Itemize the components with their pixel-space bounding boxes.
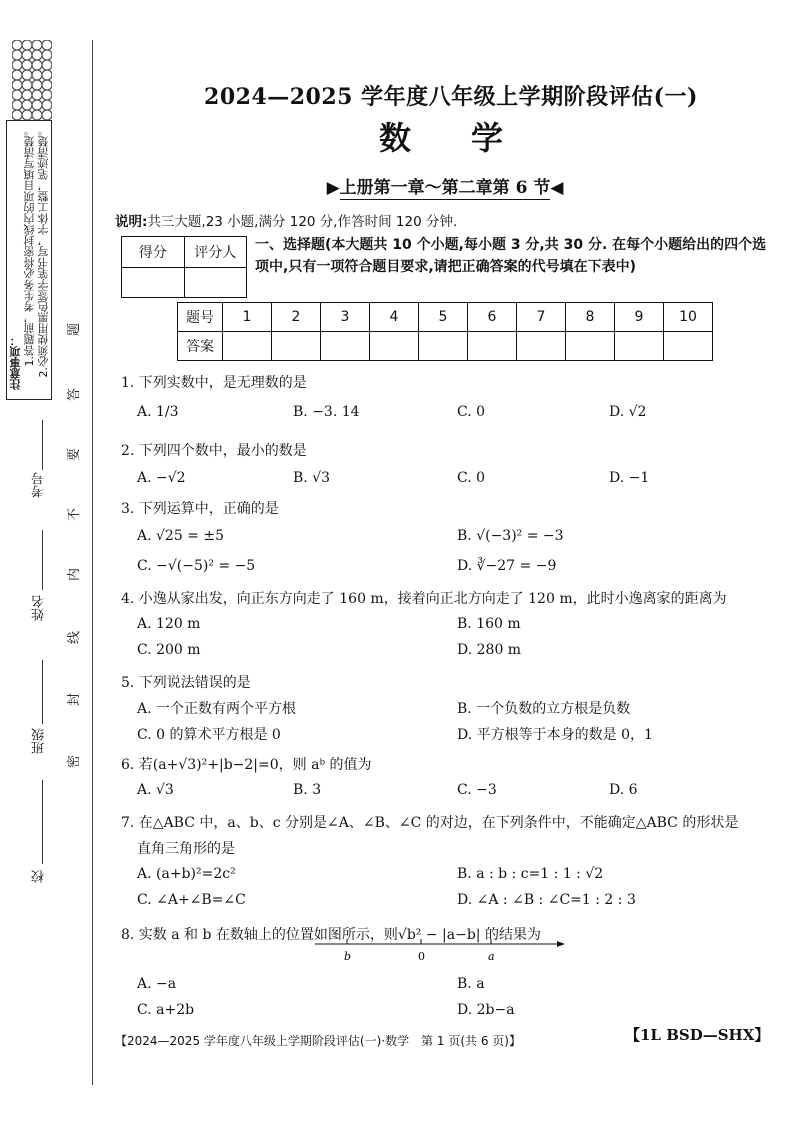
seal-char: 题 xyxy=(67,322,83,337)
question-number: 10 xyxy=(664,303,713,332)
option: A. 1/3 xyxy=(137,404,179,420)
option: A. (a+b)²=2c² xyxy=(137,866,236,882)
score-cell[interactable] xyxy=(122,267,185,298)
label-a: a xyxy=(488,950,495,963)
option: B. 3 xyxy=(293,782,322,798)
option: D. 平方根等于本身的数是 0，1 xyxy=(457,727,653,743)
question-stem: 6. 若(a+√3)²+|b−2|=0，则 aᵇ 的值为 xyxy=(121,757,372,773)
option: D. 2b−a xyxy=(457,1002,515,1018)
option: C. −3 xyxy=(457,782,497,798)
notice-box xyxy=(6,120,52,400)
exam-no-line[interactable] xyxy=(42,420,43,470)
option: D. ∛−27 = −9 xyxy=(457,558,557,574)
binding-strip xyxy=(0,0,100,1124)
answer-cell[interactable] xyxy=(468,332,517,361)
answer-cell[interactable] xyxy=(321,332,370,361)
label-zero: 0 xyxy=(418,950,425,963)
answer-cell[interactable] xyxy=(615,332,664,361)
answer-cell[interactable] xyxy=(272,332,321,361)
notice-title: 注意事项： xyxy=(9,335,22,390)
question-stem: 5. 下列说法错误的是 xyxy=(121,675,251,691)
scope-line xyxy=(115,173,775,198)
class-label: 班级 xyxy=(32,728,47,754)
seal-char: 线 xyxy=(67,630,83,645)
row-label-number: 题号 xyxy=(178,303,223,332)
option: A. −a xyxy=(137,976,177,992)
option: C. 0 xyxy=(457,470,486,486)
row-label-answer: 答案 xyxy=(178,332,223,361)
question-stem: 8. 实数 a 和 b 在数轴上的位置如图所示，则√b² − |a−b| 的结果为 xyxy=(121,927,541,943)
option: B. √(−3)² = −3 xyxy=(457,528,564,544)
question-number: 1 xyxy=(223,303,272,332)
answer-cell[interactable] xyxy=(223,332,272,361)
question-stem-continued: 直角三角形的是 xyxy=(137,841,235,857)
question-stem: 7. 在△ABC 中，a、b、c 分别是∠A、∠B、∠C 的对边，在下列条件中，不能确定△ABC 的形状是 xyxy=(121,815,739,831)
answer-cell[interactable] xyxy=(517,332,566,361)
seal-char: 不 xyxy=(67,507,83,522)
seal-char: 要 xyxy=(67,447,83,462)
grader-cell[interactable] xyxy=(184,267,247,298)
option: D. √2 xyxy=(609,404,647,420)
question-number: 7 xyxy=(517,303,566,332)
option: A. 120 m xyxy=(137,616,201,632)
score-label: 得分 xyxy=(122,237,185,268)
name-label: 姓名 xyxy=(32,595,47,621)
class-line[interactable] xyxy=(42,660,43,724)
axis-arrow-icon xyxy=(557,941,565,947)
seal-char: 封 xyxy=(67,692,83,707)
binding-line xyxy=(92,40,93,1085)
option: C. 0 的算术平方根是 0 xyxy=(137,727,281,743)
answer-table xyxy=(177,302,713,361)
number-line-svg xyxy=(315,938,565,964)
name-line[interactable] xyxy=(42,530,43,590)
note-text: 共三大题,23 小题,满分 120 分,作答时间 120 分钟. xyxy=(147,214,458,230)
seal-char: 内 xyxy=(67,567,83,582)
option: B. √3 xyxy=(293,470,331,486)
question-number: 4 xyxy=(370,303,419,332)
exam-no-label: 考号 xyxy=(32,472,47,498)
question-number: 5 xyxy=(419,303,468,332)
exam-note xyxy=(115,210,775,230)
answer-cell[interactable] xyxy=(419,332,468,361)
exam-page xyxy=(115,80,775,1048)
option: B. −3. 14 xyxy=(293,404,360,420)
seal-char: 答 xyxy=(67,387,83,402)
option: C. 0 xyxy=(457,404,486,420)
question-stem: 2. 下列四个数中，最小的数是 xyxy=(121,443,307,459)
decorative-chain xyxy=(12,40,52,120)
school-label: 校 xyxy=(32,870,47,883)
option: C. −√(−5)² = −5 xyxy=(137,558,256,574)
option: A. 一个正数有两个平方根 xyxy=(137,701,297,717)
option: C. 200 m xyxy=(137,642,201,658)
school-line[interactable] xyxy=(42,780,43,864)
note-label: 说明: xyxy=(115,214,148,230)
option: B. a : b : c=1 : 1 : √2 xyxy=(457,866,604,882)
option: D. −1 xyxy=(609,470,650,486)
footer-code: 【1L BSD—SHX】 xyxy=(625,1026,770,1044)
scope-text: 上册第一章～第二章第 6 节 xyxy=(339,178,551,198)
option: B. a xyxy=(457,976,485,992)
question-stem: 1. 下列实数中，是无理数的是 xyxy=(121,375,307,391)
answer-cell[interactable] xyxy=(664,332,713,361)
score-box xyxy=(121,236,247,298)
option: B. 一个负数的立方根是负数 xyxy=(457,701,631,717)
option: D. 280 m xyxy=(457,642,522,658)
arrow-left-icon: ◀ xyxy=(550,178,564,198)
question-stem: 3. 下列运算中，正确的是 xyxy=(121,501,279,517)
option: A. √3 xyxy=(137,782,174,798)
grader-label: 评分人 xyxy=(184,237,247,268)
option: A. √25 = ±5 xyxy=(137,528,225,544)
answer-cell[interactable] xyxy=(566,332,615,361)
seal-char: 密 xyxy=(67,754,83,769)
exam-title: 2024—2025 学年度八年级上学期阶段评估(一) xyxy=(204,84,698,110)
notice-item-1: 1.答题前，考生务必将密封线内的项目填写清楚。 xyxy=(23,125,36,367)
label-b: b xyxy=(344,950,352,963)
option: B. 160 m xyxy=(457,616,521,632)
footer-left: 【2024—2025 学年度八年级上学期阶段评估(一)·数学 第 1 页(共 6 页)】 xyxy=(115,1034,521,1048)
option: A. −√2 xyxy=(137,470,186,486)
option: C. ∠A+∠B=∠C xyxy=(137,892,246,908)
question-number: 8 xyxy=(566,303,615,332)
answer-cell[interactable] xyxy=(370,332,419,361)
option: D. 6 xyxy=(609,782,638,798)
option: D. ∠A : ∠B : ∠C=1 : 2 : 3 xyxy=(457,892,636,908)
subject-title: 数学 xyxy=(378,119,563,157)
question-stem: 4. 小逸从家出发，向正东方向走了 160 m，接着向正北方向走了 120 m，此时小逸离家的距离为 xyxy=(121,591,727,607)
arrow-right-icon: ▶ xyxy=(326,178,340,198)
option: C. a+2b xyxy=(137,1002,195,1018)
question-number: 9 xyxy=(615,303,664,332)
number-line xyxy=(315,938,565,964)
question-number: 3 xyxy=(321,303,370,332)
notice-item-2: 2.必须使用黑色签字笔书写，字体工整，笔迹清楚。 xyxy=(37,125,50,378)
section-1-instructions: 一、选择题(本大题共 10 个小题,每小题 3 分,共 30 分. 在每个小题给出的四个选项中,只有一项符合题目要求,请把正确答案的代号填在下表中) xyxy=(255,237,767,275)
question-number: 2 xyxy=(272,303,321,332)
question-number: 6 xyxy=(468,303,517,332)
